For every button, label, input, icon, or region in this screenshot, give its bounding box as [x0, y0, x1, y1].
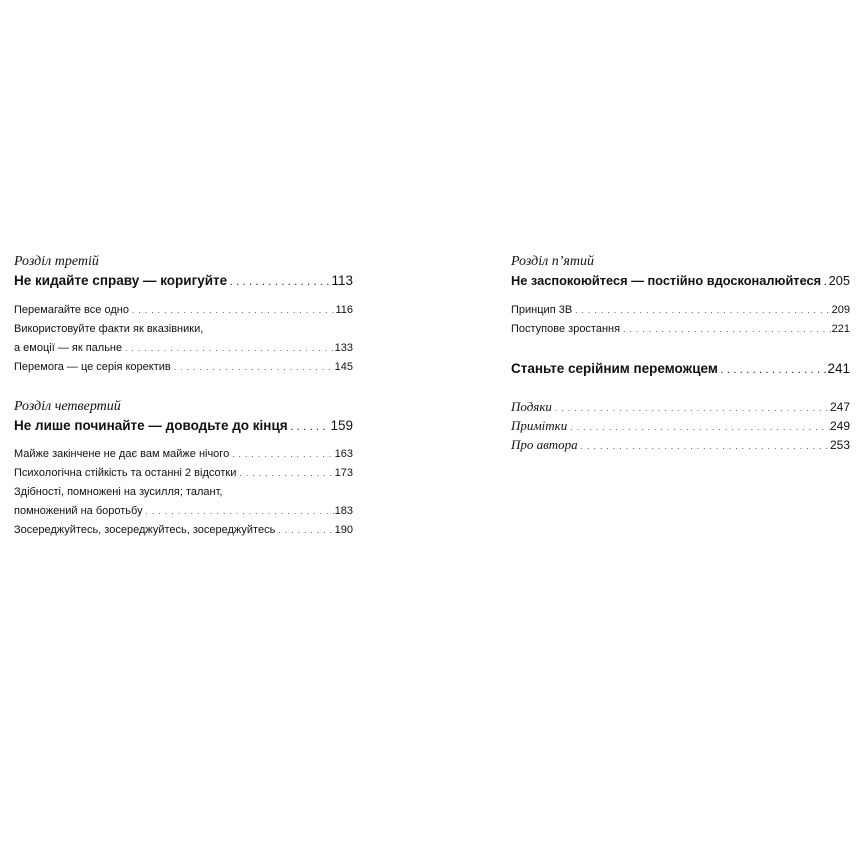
- dot-leader: [275, 521, 334, 540]
- dot-leader: [143, 502, 335, 521]
- page-number: 113: [331, 273, 353, 288]
- page-number: 133: [334, 342, 353, 354]
- entry-title: Зосереджуйтесь, зосереджуйтесь, зосереджуйтесь: [14, 524, 276, 536]
- toc-entry[interactable]: [14, 339, 353, 358]
- entry-title: Перемагайте все одно: [14, 304, 129, 316]
- dot-leader: [122, 339, 335, 358]
- entry-title-line1: Використовуйте факти як вказівники,: [14, 323, 204, 335]
- toc-entry-chapter-5[interactable]: [511, 271, 850, 291]
- entry-title: Станьте серійним переможцем: [511, 361, 718, 376]
- toc-entry[interactable]: [14, 464, 353, 483]
- toc-entry-final[interactable]: [511, 359, 850, 379]
- entry-title: Про автора: [511, 437, 578, 452]
- toc-entry-notes[interactable]: [511, 416, 850, 435]
- toc-entry[interactable]: [511, 320, 850, 339]
- dot-leader: [578, 437, 830, 456]
- dot-leader: [229, 445, 334, 464]
- page-number: 205: [828, 273, 850, 288]
- entry-title: Перемога — це серія коректив: [14, 361, 171, 373]
- page-number: 159: [330, 418, 353, 433]
- toc-entry-chapter-3[interactable]: [14, 271, 353, 291]
- toc-entry[interactable]: [14, 502, 353, 521]
- entry-title: Психологічна стійкість та останні 2 відсотки: [14, 467, 237, 479]
- page-number: 145: [334, 361, 353, 373]
- toc-entry-acknowledgements[interactable]: [511, 397, 850, 416]
- page-number: 249: [829, 419, 850, 433]
- page-number: 221: [831, 323, 850, 335]
- dot-leader: [552, 399, 830, 418]
- dot-leader: [171, 358, 335, 377]
- toc-left-column: [14, 253, 353, 540]
- dot-leader: [620, 320, 832, 339]
- page-number: 241: [827, 361, 850, 376]
- page-number: 163: [334, 448, 353, 460]
- toc-entry-about-author[interactable]: [511, 435, 850, 454]
- entry-title: Подяки: [511, 399, 552, 414]
- toc-entry[interactable]: [14, 445, 353, 464]
- entry-title: Не заспокоюйтеся — постійно вдосконалюйтеся: [511, 273, 822, 288]
- entry-title: Примітки: [511, 418, 568, 433]
- dot-leader: [567, 418, 830, 437]
- toc-entry-chapter-4[interactable]: [14, 416, 353, 436]
- page-number: 247: [829, 400, 850, 414]
- dot-leader: [572, 301, 831, 320]
- page-number: 190: [334, 524, 353, 536]
- toc-entry[interactable]: [14, 301, 353, 320]
- page-number: 209: [831, 304, 850, 316]
- page-number: 116: [335, 304, 353, 316]
- dot-leader: [821, 273, 829, 293]
- toc-entry[interactable]: [14, 521, 353, 540]
- entry-title: а емоції — як пальне: [14, 342, 123, 354]
- toc-right-column: [511, 253, 850, 454]
- page-number: 173: [334, 467, 353, 479]
- dot-leader: [227, 273, 331, 293]
- dot-leader: [288, 418, 331, 438]
- chapter-3-label: Розділ третій: [14, 254, 99, 269]
- dot-leader: [129, 301, 336, 320]
- entry-title: Майже закінчене не дає вам майже нічого: [14, 448, 230, 460]
- dot-leader: [236, 464, 334, 483]
- entry-title: Не лише починайте — доводьте до кінця: [14, 418, 288, 433]
- page-number: 183: [334, 505, 353, 517]
- entry-title-line1: Здібності, помножені на зусилля; талант,: [14, 486, 223, 498]
- entry-title: Не кидайте справу — коригуйте: [14, 273, 228, 288]
- chapter-4-label: Розділ четвертий: [14, 399, 121, 414]
- toc-entry[interactable]: [511, 301, 850, 320]
- page-number: 253: [829, 438, 850, 452]
- chapter-5-label: Розділ п’ятий: [511, 254, 594, 269]
- entry-title: помножений на боротьбу: [14, 505, 143, 517]
- dot-leader: [718, 361, 828, 381]
- entry-title: Принцип 3В: [511, 304, 573, 316]
- entry-title: Поступове зростання: [511, 323, 621, 335]
- toc-entry[interactable]: [14, 358, 353, 377]
